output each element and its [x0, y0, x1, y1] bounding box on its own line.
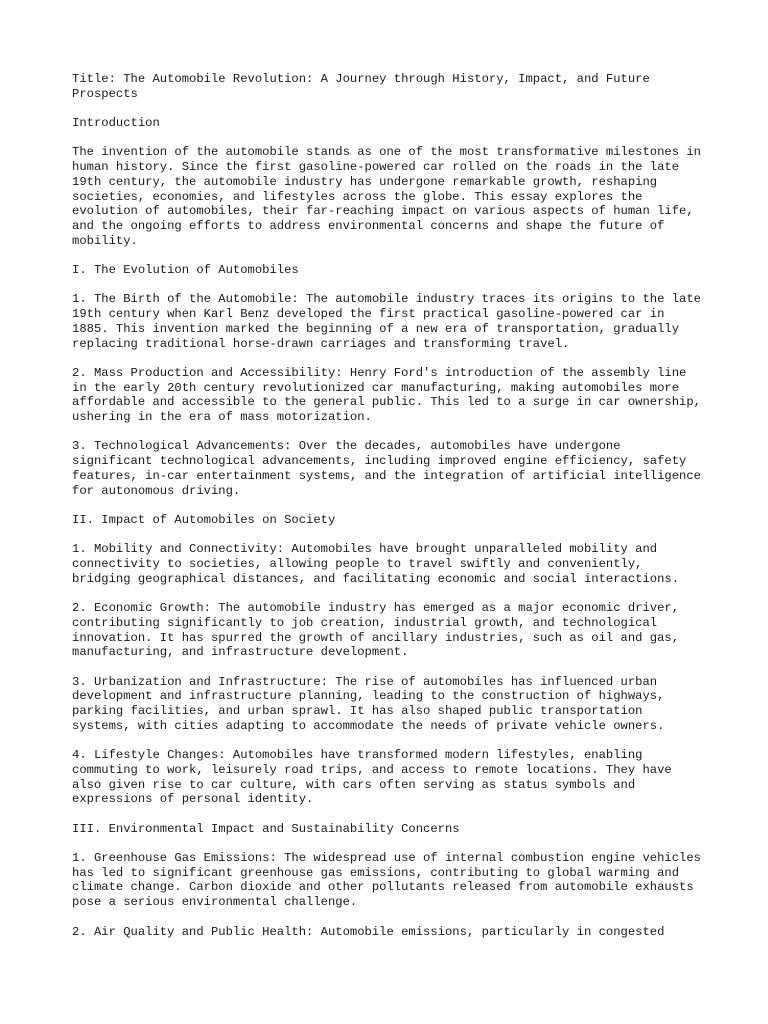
section-heading-environmental: III. Environmental Impact and Sustainability Concerns: [72, 821, 460, 836]
section-heading-impact: II. Impact of Automobiles on Society: [72, 512, 336, 527]
paragraph-lifestyle-changes: 4. Lifestyle Changes: Automobiles have transformed modern lifestyles, enabling commuting to work, leisurely road trips, and access to remote locations. They have also given rise to car culture, with cars often serving as status symbols and expressions of personal identity.: [72, 748, 672, 807]
paragraph-mass-production: 2. Mass Production and Accessibility: Henry Ford's introduction of the assembly line in the early 20th century revolutionized car manufacturing, making automobiles more affordable and accessible to the general public. This led to a surge in car ownership, ushering in the era of mass motorization.: [72, 365, 701, 425]
paragraph-greenhouse-emissions: 1. Greenhouse Gas Emissions: The widespread use of internal combustion engine vehicles has led to significant greenhouse gas emissions, contributing to global warming and climate change. Carbon dioxide and other pollutants released from automobile exhausts pose a serious environmental challenge.: [72, 851, 701, 910]
paragraph-urbanization: 3. Urbanization and Infrastructure: The rise of automobiles has influenced urban development and infrastructure planning, leading to the construction of highways, parking facilities, and urban sprawl. It has also shaped public transportation systems, with cities adapting to accommodate the needs of private vehicle owners.: [72, 674, 665, 733]
paragraph-mobility-connectivity: 1. Mobility and Connectivity: Automobiles have brought unparalleled mobility and connectivity to societies, allowing people to travel swiftly and conveniently, bridging geographical distances, and facilitating economic and social interactions.: [72, 542, 680, 586]
paragraph-birth-of-automobile: 1. The Birth of the Automobile: The automobile industry traces its origins to the late 19th century when Karl Benz developed the first practical gasoline-powered car in 1885. This invention marked the beginning of a new era of transportation, gradually replacing traditional horse-drawn carriages and transforming travel.: [72, 292, 701, 351]
paragraph-technological-advancements: 3. Technological Advancements: Over the decades, automobiles have undergone significant technological advancements, including improved engine efficiency, safety features, in-car entertainment systems, and the integration of artificial intelligence for autonomous driving.: [72, 439, 701, 498]
document-title: Title: The Automobile Revolution: A Journey through History, Impact, and Future Prospects: [72, 72, 650, 101]
section-heading-evolution: I. The Evolution of Automobiles: [72, 263, 299, 278]
paragraph-air-quality: 2. Air Quality and Public Health: Automobile emissions, particularly in congested: [72, 924, 665, 939]
paragraph-economic-growth: 2. Economic Growth: The automobile industry has emerged as a major economic driver, contributing significantly to job creation, industrial growth, and technological innovation. It has spurred the growth of ancillary industries, such as oil and gas, manufacturing, and infrastructure development.: [72, 601, 680, 660]
introduction-paragraph: The invention of the automobile stands as one of the most transformative milestones in human history. Since the first gasoline-powered car rolled on the roads in the late 19th century, the automobile industry has undergone remarkable growth, reshaping societies, economies, and lifestyles across the globe. This essay explores the evolution of automobiles, their far-reaching impact on various aspects of human life, and the ongoing efforts to address environmental concerns and shape the future of mobility.: [72, 145, 701, 248]
introduction-heading: Introduction: [72, 116, 160, 131]
